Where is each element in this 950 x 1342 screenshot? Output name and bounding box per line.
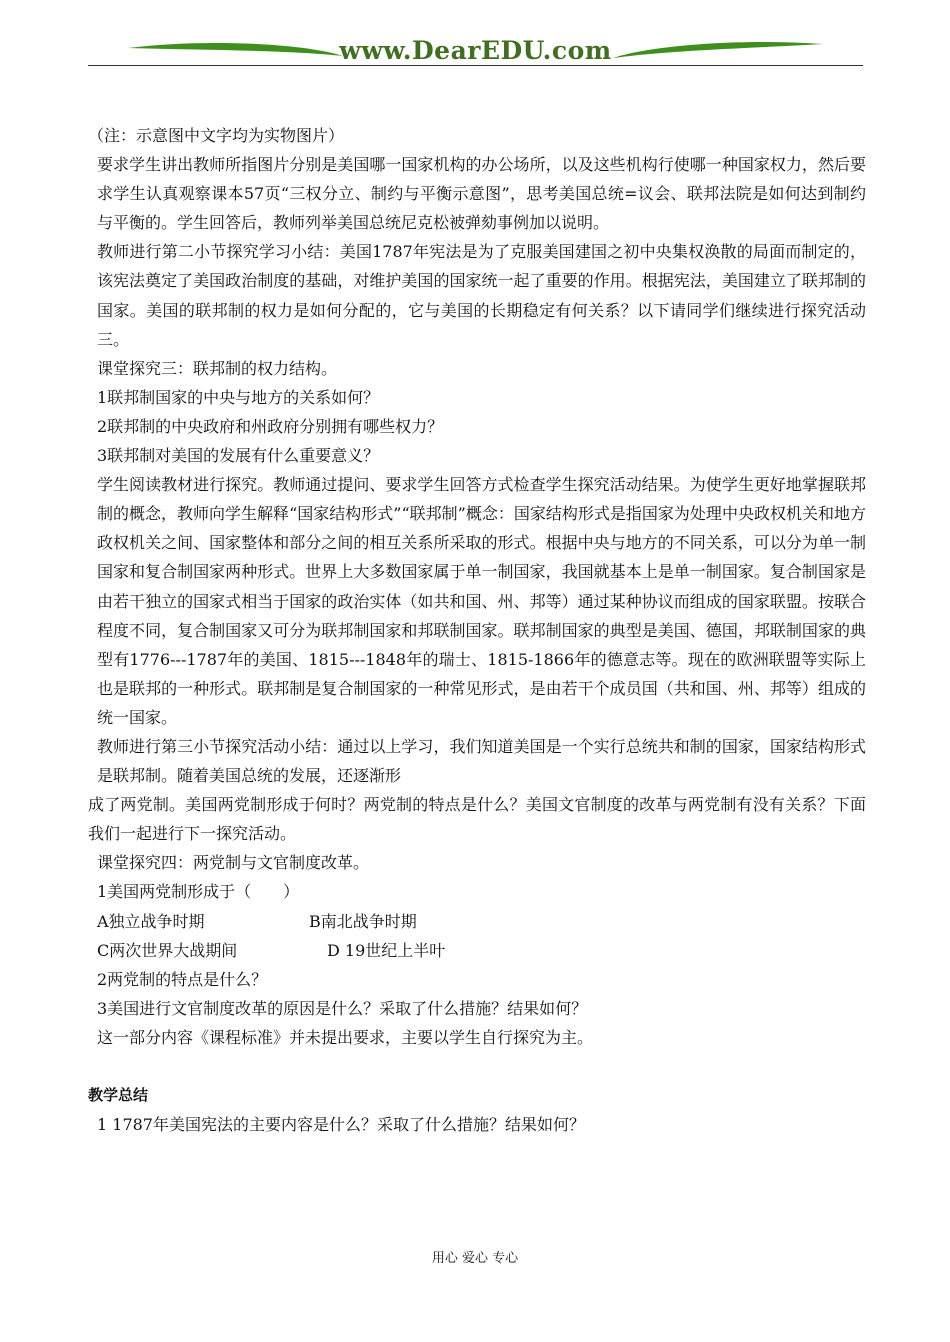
- option-c: C两次世界大战期间: [97, 940, 238, 960]
- option-row: [88, 907, 866, 936]
- paragraph: 这一部分内容《课程标准》并未提出要求，主要以学生自行探究为主。: [97, 1027, 594, 1047]
- option-b: B南北战争时期: [309, 911, 417, 931]
- option-a: A独立战争时期: [97, 911, 205, 931]
- paragraph: 成了两党制。美国两党制形成于何时？两党制的特点是什么？美国文官制度的改革与两党制有没有关系？下面我们一起进行下一探究活动。: [88, 795, 866, 844]
- site-logo-text: www.DearEDU.com: [339, 36, 612, 65]
- note-line: （注：示意图中文字均为实物图片）: [88, 126, 345, 145]
- question-item: 2联邦制的中央政府和州政府分别拥有哪些权力？: [97, 416, 444, 436]
- summary-title: 教学总结: [88, 1086, 149, 1104]
- option-d: D 19世纪上半叶: [327, 940, 446, 960]
- question-item: 3联邦制对美国的发展有什么重要意义？: [97, 446, 380, 466]
- header-rule: [88, 65, 863, 66]
- summary-item: 1 1787年美国宪法的主要内容是什么？采取了什么措施？结果如何？: [97, 1115, 585, 1135]
- paragraph: 教师进行第三小节探究活动小结：通过以上学习，我们知道美国是一个实行总统共和制的国家，国家结构形式是联邦制。随着美国总统的发展，还逐渐形: [97, 736, 866, 786]
- option-row: [88, 936, 866, 965]
- page-footer: 用心 爱心 专心: [431, 1251, 519, 1266]
- question-item: 1联邦制国家的中央与地方的关系如何？: [97, 387, 380, 407]
- paragraph: 教师进行第二小节探究学习小结：美国1787年宪法是为了克服美国建国之初中央集权涣散的局面而制定的，该宪法奠定了美国政治制度的基础，对维护美国的国家统一起了重要的作用。根据宪法，美国建立了联邦制的国家。美国的联邦制的权力是如何分配的，它与美国的长期稳定有何关系？以下请同学们继续进行探究活动三。: [97, 242, 866, 349]
- paragraph: 学生阅读教材进行探究。教师通过提问、要求学生回答方式检查学生探究活动结果。为使学生更好地掌握联邦制的概念，教师向学生解释“国家结构形式”“联邦制”概念：国家结构形式是指国家为处理中央政权机关和地方政权机关之间、国家整体和部分之间的相互关系所采取的形式。根据中央与地方的不同关系，可以分为单一制国家和复合制国家两种形式。世界上大多数国家属于单一制国家，我国就基本上是单一制国家。复合制国家是由若干独立的国家式相当于国家的政治实体（如共和国、州、邦等）通过某种协议而组成的国家联盟。按联合程度不同，复合制国家又可分为联邦制国家和邦联制国家。联邦制国家的典型是美国、德国，邦联制国家的典型有1776---1787年的美国、1815---1848年的瑞士、1815-1866年的德意志等。现在的欧洲联盟等实际上也是联邦的一种形式。联邦制是复合制国家的一种常见形式，是由若干个成员国（共和国、州、邦等）组成的统一国家。: [97, 475, 866, 727]
- section-heading: 课堂探究三：联邦制的权力结构。: [97, 358, 338, 378]
- question-item: 3美国进行文官制度改革的原因是什么？采取了什么措施？结果如何？: [97, 998, 588, 1018]
- document-body: [88, 121, 866, 1139]
- paragraph: 要求学生讲出教师所指图片分别是美国哪一国家机构的办公场所，以及这些机构行使哪一种国家权力，然后要求学生认真观察课本57页“三权分立、制约与平衡示意图”，思考美国总统=议会、联邦法院是如何达到制约与平衡的。学生回答后，教师列举美国总统尼克松被弹劾事例加以说明。: [97, 155, 866, 233]
- site-header: [88, 30, 863, 70]
- question-item: 2两党制的特点是什么？: [97, 969, 268, 989]
- spacer: [88, 1052, 866, 1081]
- question-item: 1美国两党制形成于（ ）: [97, 882, 300, 902]
- section-heading: 课堂探究四：两党制与文官制度改革。: [97, 853, 370, 873]
